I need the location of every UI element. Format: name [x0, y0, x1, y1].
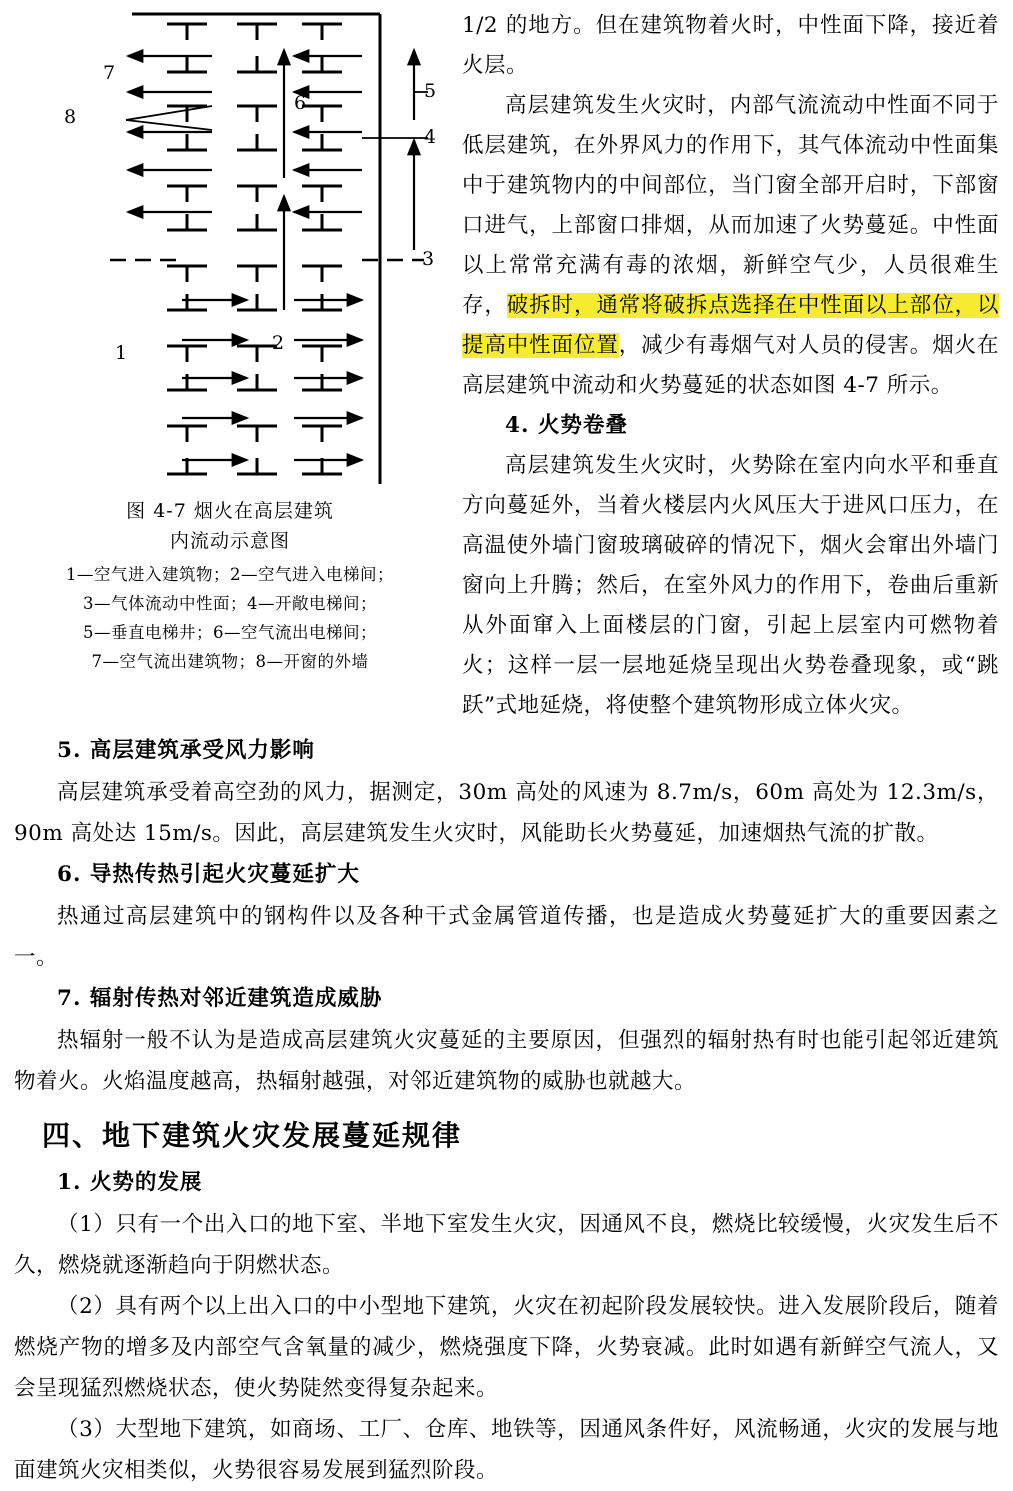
figure-caption-line1: 图 4-7 烟火在高层建筑	[126, 500, 334, 522]
paragraph-1-2: （2）具有两个以上出入口的中小型地下建筑，火灾在初起阶段发展较快。进入发展阶段后，随着燃烧产物的增多及内部空气含氧量的减少，燃烧强度下降，火势衰减。此时如遇有新鲜空气流人，又会呈现猛烈燃烧状态，使火势陡然变得复杂起来。	[14, 1294, 999, 1401]
paragraph-7: 热辐射一般不认为是造成高层建筑火灾蔓延的主要原因，但强烈的辐射热有时也能引起邻近建筑物着火。火焰温度越高，热辐射越强，对邻近建筑物的威胁也就越大。	[14, 1028, 999, 1094]
paragraph-continuation: 1/2 的地方。但在建筑物着火时，中性面下降，接近着火层。	[462, 13, 999, 78]
heading-7-radiation: 7. 辐射传热对邻近建筑造成威胁	[57, 986, 383, 1011]
paragraph-neutral-plane-part-b: ，减少有毒烟气对人员的侵害。烟火在高层建筑中流动和火势蔓延的状态如图 4-7 所示。	[462, 333, 999, 398]
figure-4-7	[62, 10, 437, 488]
right-text-column	[446, 6, 999, 726]
figure-label-5: 5	[424, 80, 437, 102]
paragraph-5: 高层建筑承受着高空劲的风力，据测定，30m 高处的风速为 8.7m/s，60m 高处为 12.3m/s，90m 高处达 15m/s。因此，高层建筑发生火灾时，风能助长火势蔓延，加速烟热气流的扩散。	[14, 780, 999, 846]
figure-legend-line3: 5—垂直电梯井；6—空气流出电梯间；	[83, 623, 377, 642]
figure-label-3: 3	[422, 248, 435, 270]
figure-schematic	[62, 10, 437, 488]
figure-label-8: 8	[64, 106, 77, 128]
heading-5-wind-effect: 5. 高层建筑承受风力影响	[57, 738, 315, 763]
heading-1-fire-development: 1. 火势的发展	[57, 1170, 203, 1195]
paragraph-1-3: （3）大型地下建筑，如商场、工厂、仓库、地铁等，因通风条件好，风流畅通，火灾的发展与地面建筑火灾相类似，火势很容易发展到猛烈阶段。	[14, 1417, 999, 1483]
figure-caption-line2: 内流动示意图	[169, 530, 290, 552]
figure-legend-line1: 1—空气进入建筑物；2—空气进入电梯间；	[66, 565, 394, 584]
paragraph-1-1: （1）只有一个出入口的地下室、半地下室发生火灾，因通风不良，燃烧比较缓慢，火灾发生后不久，燃烧就逐渐趋向于阴燃状态。	[14, 1212, 999, 1278]
top-two-column-area	[0, 0, 1013, 726]
figure-label-1: 1	[115, 342, 128, 364]
figure-caption	[14, 496, 446, 556]
paragraph-6: 热通过高层建筑中的钢构件以及各种干式金属管道传播，也是造成火势蔓延扩大的重要因素之一。	[14, 904, 999, 970]
heading-6-conduction: 6. 导热传热引起火灾蔓延扩大	[57, 862, 360, 887]
figure-legend	[14, 560, 446, 676]
figure-label-2: 2	[272, 332, 285, 354]
heading-4-fire-rolling: 4. 火势卷叠	[505, 413, 628, 438]
figure-label-6: 6	[294, 92, 307, 114]
figure-label-4: 4	[424, 126, 437, 148]
lower-fullwidth-section	[0, 726, 1013, 1491]
figure-label-7: 7	[103, 62, 116, 84]
paragraph-neutral-plane-part-a: 高层建筑发生火灾时，内部气流流动中性面不同于低层建筑，在外界风力的作用下，其气体流动中性面集中于建筑物内的中间部位，当门窗全部开启时，下部窗口进气，上部窗口排烟，从而加速了火势蔓延。中性面以上常常充满有毒的浓烟，新鲜空气少，人员很难生存，	[462, 93, 999, 318]
paragraph-fire-rolling: 高层建筑发生火灾时，火势除在室内向水平和垂直方向蔓延外，当着火楼层内火风压大于进风口压力，在高温使外墙门窗玻璃破碎的情况下，烟火会窜出外墙门窗向上升腾；然后，在室外风力的作用下，卷曲后重新从外面窜入上面楼层的门窗，引起上层室内可燃物着火；这样一层一层地延烧呈现出火势卷叠现象，或“跳跃”式地延烧，将使整个建筑物形成立体火灾。	[462, 453, 999, 718]
paragraph-neutral-plane	[462, 86, 999, 406]
figure-column	[14, 6, 446, 676]
highlighted-text: 破拆时，通常将破拆点选择在中性面以上部位，以提高中性面位置	[462, 293, 999, 358]
figure-legend-line4: 7—空气流出建筑物；8—开窗的外墙	[91, 652, 369, 671]
figure-legend-line2: 3—气体流动中性面；4—开敞电梯间；	[83, 594, 377, 613]
section-heading-underground: 四、地下建筑火灾发展蔓延规律	[42, 1119, 463, 1152]
